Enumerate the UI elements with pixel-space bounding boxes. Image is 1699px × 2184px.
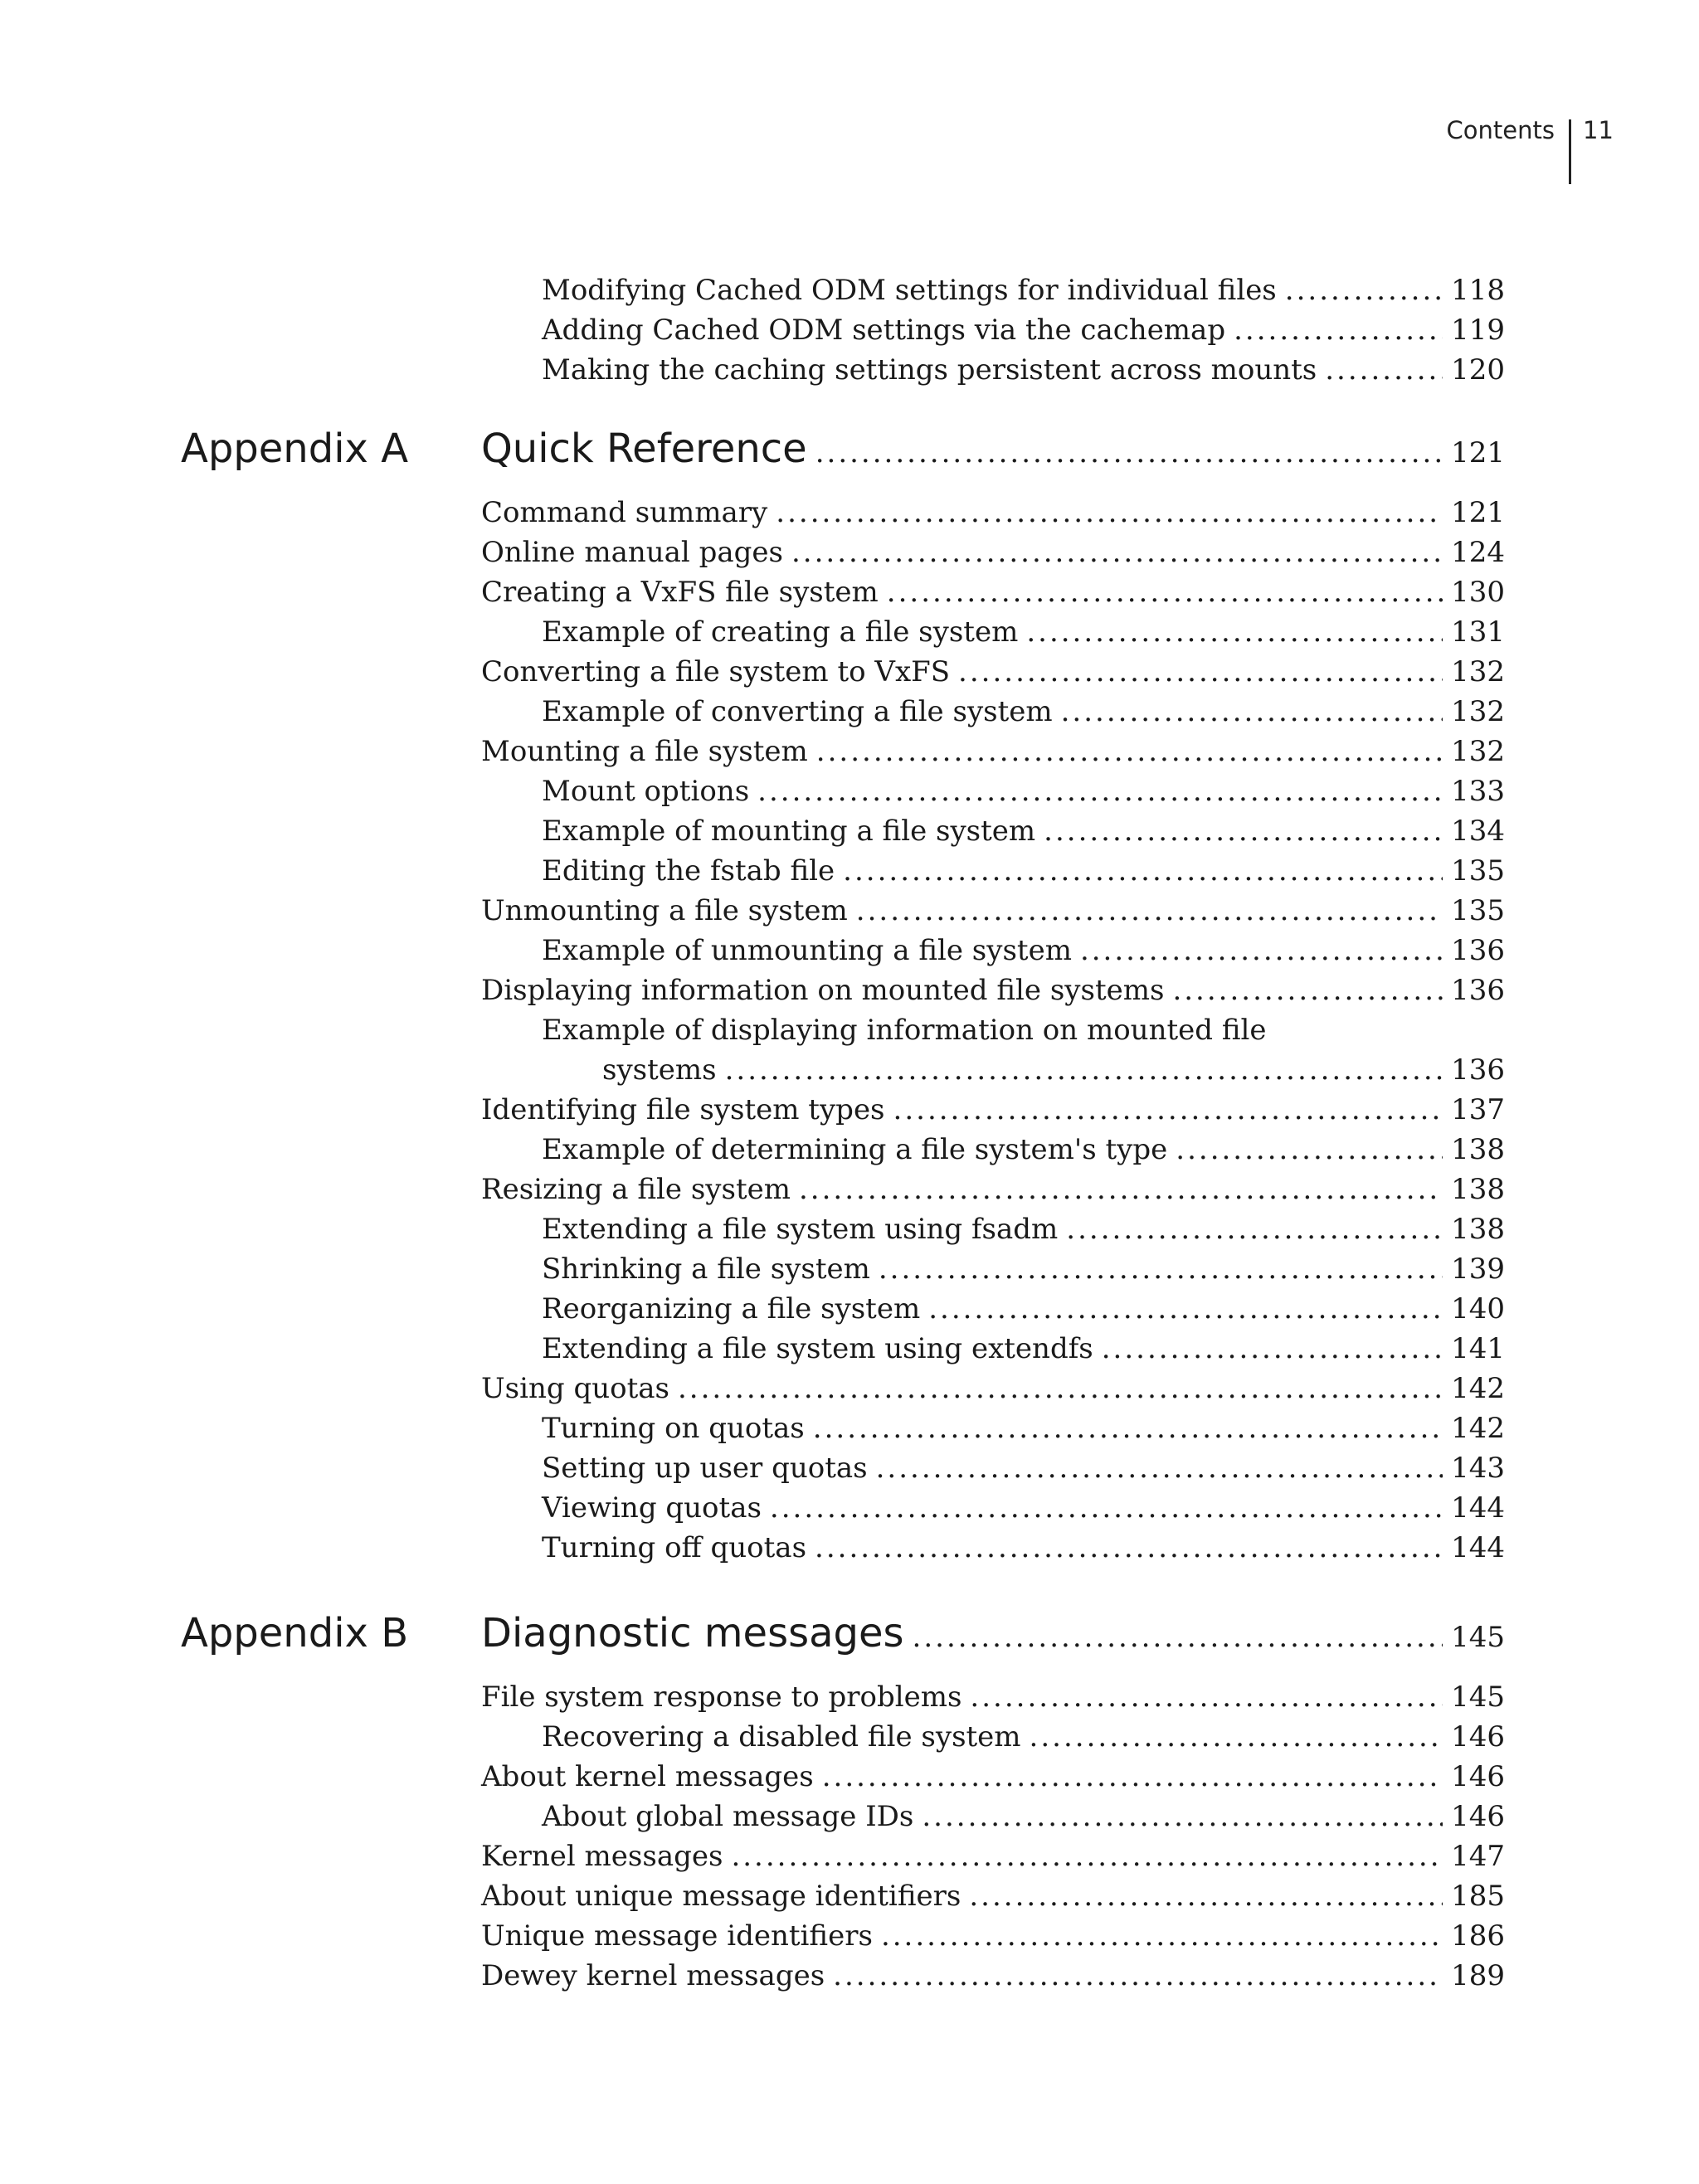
- toc-entry-title: Online manual pages: [481, 536, 783, 569]
- toc-entry[interactable]: [542, 1289, 1505, 1329]
- toc-leader: [1061, 692, 1443, 732]
- toc-entry-page: 137: [1451, 1093, 1505, 1126]
- toc-entry[interactable]: [481, 572, 1505, 612]
- toc-entry-page: 134: [1451, 815, 1505, 848]
- toc-entry-title: Displaying information on mounted file systems: [481, 974, 1165, 1007]
- toc-entry-page: 132: [1451, 695, 1505, 728]
- toc-entry-page: 142: [1451, 1412, 1505, 1445]
- toc-leader: [970, 1677, 1443, 1717]
- toc-entry-title: Recovering a disabled file system: [542, 1720, 1021, 1754]
- toc-entry-page: 135: [1451, 894, 1505, 927]
- toc-entry-title: Mounting a file system: [481, 735, 808, 768]
- toc-entry[interactable]: [542, 310, 1505, 350]
- toc-leader: [1285, 270, 1443, 310]
- toc-entry[interactable]: [481, 1677, 1505, 1717]
- toc-entry-title: Converting a file system to VxFS: [481, 655, 951, 688]
- toc-entry-title: Adding Cached ODM settings via the cachemap: [542, 314, 1226, 347]
- appendix-b-title-entry[interactable]: [481, 1604, 1505, 1662]
- toc-leader: [815, 424, 1443, 482]
- toc-entry-title: About unique message identifiers: [481, 1880, 961, 1913]
- toc-entry[interactable]: [542, 612, 1505, 652]
- toc-entry-title: Extending a file system using fsadm: [542, 1213, 1059, 1246]
- toc-leader: [922, 1797, 1443, 1836]
- toc-entry[interactable]: [542, 811, 1505, 851]
- toc-leader: [969, 1876, 1443, 1916]
- toc-leader: [1026, 612, 1443, 652]
- toc-entry-title: Example of determining a file system's type: [542, 1133, 1168, 1166]
- toc-entry[interactable]: [481, 1369, 1505, 1408]
- toc-entry-title: Using quotas: [481, 1372, 669, 1405]
- appendix-a-title-entry[interactable]: [481, 420, 1505, 478]
- toc-leader: [1030, 1717, 1443, 1757]
- running-head-divider: [1569, 119, 1571, 184]
- toc-entry-page: 136: [1451, 1053, 1505, 1087]
- toc-entry[interactable]: [481, 1170, 1505, 1209]
- toc-entry-title: Identifying file system types: [481, 1093, 885, 1126]
- toc-entry[interactable]: [481, 1757, 1505, 1797]
- running-head: [0, 0, 1699, 191]
- toc-entry-page: 139: [1451, 1253, 1505, 1286]
- toc-entry-page: 144: [1451, 1531, 1505, 1564]
- toc-entry-page: 138: [1451, 1213, 1505, 1246]
- running-head-section: Contents: [1446, 116, 1555, 144]
- toc-entry-page: 146: [1451, 1720, 1505, 1754]
- toc-entry-page: 133: [1451, 775, 1505, 808]
- toc-leader: [958, 652, 1443, 692]
- toc-entry-title: Kernel messages: [481, 1840, 723, 1873]
- appendix-b-label: Appendix B: [181, 1610, 409, 1656]
- toc-leader: [1080, 931, 1443, 970]
- toc-leader: [879, 1249, 1443, 1289]
- toc-leader: [833, 1956, 1443, 1996]
- toc-entry-page: 143: [1451, 1452, 1505, 1485]
- toc-entry[interactable]: [481, 1836, 1505, 1876]
- toc-leader: [816, 732, 1443, 771]
- toc-leader: [815, 1528, 1443, 1568]
- toc-entry[interactable]: [481, 533, 1505, 572]
- toc-leader: [913, 1608, 1443, 1666]
- toc-leader: [1325, 350, 1443, 390]
- toc-entry-title: Mount options: [542, 775, 750, 808]
- toc-leader: [799, 1170, 1443, 1209]
- toc-entry[interactable]: [542, 1797, 1505, 1836]
- toc-entry[interactable]: [542, 1209, 1505, 1249]
- toc-leader: [791, 533, 1443, 572]
- toc-leader: [770, 1488, 1443, 1528]
- toc-entry[interactable]: [542, 350, 1505, 390]
- toc-entry-page: 130: [1451, 576, 1505, 609]
- toc-entry[interactable]: [542, 771, 1505, 811]
- toc-leader: [678, 1369, 1443, 1408]
- toc-leader: [1102, 1329, 1443, 1369]
- toc-entry-title: systems: [602, 1053, 717, 1087]
- page-number: 11: [1583, 116, 1614, 144]
- toc-entry-page: 189: [1451, 1959, 1505, 1992]
- toc-entry-page: 146: [1451, 1800, 1505, 1833]
- toc-entry-title: Example of mounting a file system: [542, 815, 1036, 848]
- toc-entry-page: 136: [1451, 934, 1505, 967]
- toc-entry[interactable]: [542, 851, 1505, 891]
- toc-leader: [757, 771, 1443, 811]
- toc-leader: [731, 1836, 1443, 1876]
- toc-entry[interactable]: [481, 493, 1505, 533]
- toc-entry[interactable]: [542, 270, 1505, 310]
- toc-entry-page: 118: [1451, 274, 1505, 307]
- toc-entry-page: 138: [1451, 1133, 1505, 1166]
- toc-entry-page: 186: [1451, 1919, 1505, 1953]
- toc-entry-page: 119: [1451, 314, 1505, 347]
- toc-entry[interactable]: [542, 1010, 1505, 1050]
- toc-entry-title: Dewey kernel messages: [481, 1959, 825, 1992]
- toc-entry[interactable]: [542, 1488, 1505, 1528]
- toc-entry[interactable]: [542, 1528, 1505, 1568]
- toc-entry[interactable]: [481, 1876, 1505, 1916]
- toc-entry-title: Example of displaying information on mounted file: [542, 1014, 1267, 1047]
- toc-entry[interactable]: [542, 1448, 1505, 1488]
- toc-entry-continuation[interactable]: [602, 1050, 1505, 1090]
- toc-entry-title: File system response to problems: [481, 1681, 962, 1714]
- toc-leader: [1172, 970, 1443, 1010]
- appendix-a-title: Quick Reference: [481, 426, 807, 472]
- toc-entry-page: 136: [1451, 974, 1505, 1007]
- toc-entry[interactable]: [542, 1130, 1505, 1170]
- toc-entry-title: Setting up user quotas: [542, 1452, 868, 1485]
- toc-entry-page: 132: [1451, 655, 1505, 688]
- toc-entry-page: 185: [1451, 1880, 1505, 1913]
- toc-entry[interactable]: [481, 1916, 1505, 1956]
- toc-entry-title: Example of unmounting a file system: [542, 934, 1072, 967]
- toc-entry-page: 135: [1451, 854, 1505, 888]
- toc-entry-page: 141: [1451, 1332, 1505, 1365]
- toc-entry-title: Creating a VxFS file system: [481, 576, 879, 609]
- toc-entry-page: 144: [1451, 1491, 1505, 1525]
- toc-entry-page: 124: [1451, 536, 1505, 569]
- toc-entry-page: 140: [1451, 1292, 1505, 1325]
- toc-entry-page: 145: [1451, 1681, 1505, 1714]
- toc-entry[interactable]: [542, 1329, 1505, 1369]
- toc-entry-page: 120: [1451, 353, 1505, 387]
- toc-entry-title: Viewing quotas: [542, 1491, 762, 1525]
- toc-entry[interactable]: [481, 891, 1505, 931]
- toc-leader: [1044, 811, 1443, 851]
- toc-leader: [1234, 310, 1443, 350]
- toc-entry-title: Modifying Cached ODM settings for individual files: [542, 274, 1277, 307]
- toc-entry-title: About global message IDs: [542, 1800, 914, 1833]
- toc-leader: [876, 1448, 1443, 1488]
- toc-entry-title: Shrinking a file system: [542, 1253, 870, 1286]
- toc-leader: [1176, 1130, 1443, 1170]
- toc-entry[interactable]: [542, 1717, 1505, 1757]
- toc-entry-title: Unique message identifiers: [481, 1919, 873, 1953]
- toc-entry[interactable]: [481, 1090, 1505, 1130]
- toc-entry-title: Extending a file system using extendfs: [542, 1332, 1093, 1365]
- toc-entry-page: 146: [1451, 1760, 1505, 1793]
- toc-entry-page: 138: [1451, 1173, 1505, 1206]
- toc-entry[interactable]: [481, 970, 1505, 1010]
- toc-entry-title: About kernel messages: [481, 1760, 814, 1793]
- toc-entry-title: Example of converting a file system: [542, 695, 1053, 728]
- toc-entry-page: 132: [1451, 735, 1505, 768]
- appendix-b-title: Diagnostic messages: [481, 1610, 904, 1656]
- toc-leader: [843, 851, 1443, 891]
- toc-entry-page: 121: [1451, 496, 1505, 529]
- toc-leader: [856, 891, 1443, 931]
- toc-entry[interactable]: [542, 931, 1505, 970]
- toc-leader: [887, 572, 1443, 612]
- toc-entry-title: Making the caching settings persistent across mounts: [542, 353, 1317, 387]
- toc-leader: [822, 1757, 1443, 1797]
- appendix-a-label: Appendix A: [181, 426, 409, 472]
- toc-entry-title: Reorganizing a file system: [542, 1292, 921, 1325]
- toc-entry[interactable]: [481, 652, 1505, 692]
- toc-entry-page: 147: [1451, 1840, 1505, 1873]
- toc-entry[interactable]: [481, 732, 1505, 771]
- toc-entry[interactable]: [542, 1408, 1505, 1448]
- toc-entry-title: Unmounting a file system: [481, 894, 848, 927]
- toc-entry[interactable]: [542, 692, 1505, 732]
- toc-entry-page: 131: [1451, 615, 1505, 649]
- toc-leader: [881, 1916, 1443, 1956]
- toc-entry-title: Turning on quotas: [542, 1412, 805, 1445]
- toc-entry-title: Turning off quotas: [542, 1531, 807, 1564]
- toc-leader: [813, 1408, 1443, 1448]
- toc-leader: [725, 1050, 1443, 1090]
- toc-entry-title: Editing the fstab file: [542, 854, 835, 888]
- toc-leader: [928, 1289, 1443, 1329]
- toc-entry-title: Resizing a file system: [481, 1173, 791, 1206]
- toc-leader: [893, 1090, 1443, 1130]
- toc-entry[interactable]: [542, 1249, 1505, 1289]
- toc-entry-title: Example of creating a file system: [542, 615, 1019, 649]
- toc-leader: [1066, 1209, 1443, 1249]
- toc-entry-page: 142: [1451, 1372, 1505, 1405]
- appendix-a-page: 121: [1451, 436, 1505, 469]
- toc-entry[interactable]: [481, 1956, 1505, 1996]
- toc-leader: [776, 493, 1443, 533]
- appendix-b-page: 145: [1451, 1621, 1505, 1654]
- toc-entry-title: Command summary: [481, 496, 768, 529]
